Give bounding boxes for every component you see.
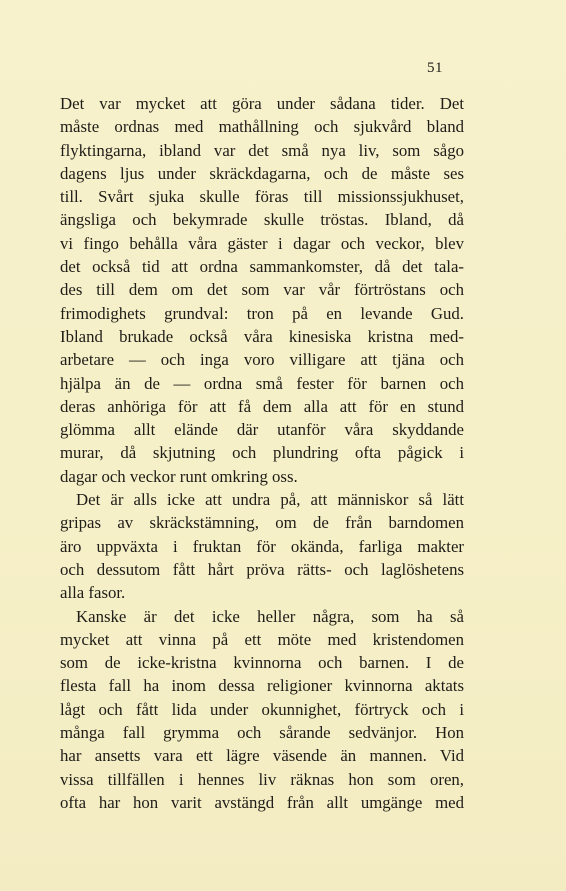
text-line: glömma allt elände där utanför våra skyddande bbox=[60, 420, 464, 440]
text-line: till. Svårt sjuka skulle föras till missionssjukhuset, bbox=[60, 187, 464, 207]
text-line: som de icke-kristna kvinnorna och barnen. I de bbox=[60, 653, 464, 673]
text-line: det också tid att ordna sammankomster, då det tala- bbox=[60, 257, 464, 277]
text-line: och dessutom fått hårt pröva rätts- och laglöshetens bbox=[60, 559, 464, 579]
text-line: vi fingo behålla våra gäster i dagar och veckor, blev bbox=[60, 233, 464, 253]
text-line: Ibland brukade också våra kinesiska kristna med- bbox=[60, 326, 464, 346]
text-line: många fall grymma och sårande sedvänjor. Hon bbox=[60, 723, 464, 743]
text-line: des till dem om det som var vår förtröstans och bbox=[60, 280, 464, 300]
text-line: gripas av skräckstämning, om de från barndomen bbox=[60, 513, 464, 533]
text-line: dagens ljus under skräckdagarna, och de måste ses bbox=[60, 163, 464, 183]
text-line: måste ordnas med mathållning och sjukvård bland bbox=[60, 117, 464, 137]
paragraph bbox=[60, 605, 464, 815]
text-line: ängsliga och bekymrade skulle tröstas. Ibland, då bbox=[60, 210, 464, 230]
text-line: hjälpa än de — ordna små fester för barnen och bbox=[60, 373, 464, 393]
text-line: mycket att vinna på ett möte med kristendomen bbox=[60, 629, 464, 649]
text-line: frimodighets grundval: tron på en levande Gud. bbox=[60, 303, 464, 323]
paragraph bbox=[60, 488, 464, 604]
text-line: dagar och veckor runt omkring oss. bbox=[60, 466, 298, 486]
text-line: alla fasor. bbox=[60, 583, 126, 603]
page-number: 51 bbox=[427, 60, 443, 76]
text-line: Det är alls icke att undra på, att människor så lätt bbox=[76, 490, 464, 510]
text-line: flyktingarna, ibland var det små nya liv, som sågo bbox=[60, 140, 464, 160]
text-line: äro uppväxta i fruktan för okända, farliga makter bbox=[60, 536, 464, 556]
text-line: vissa tillfällen i hennes liv räknas hon som oren, bbox=[60, 769, 464, 789]
text-line: deras anhöriga för att få dem alla att för en stund bbox=[60, 396, 464, 416]
text-line: Kanske är det icke heller några, som ha så bbox=[76, 606, 464, 626]
text-line: Det var mycket att göra under sådana tider. Det bbox=[60, 94, 464, 113]
text-line: har ansetts vara ett lägre väsende än mannen. Vid bbox=[60, 746, 464, 766]
body-text bbox=[60, 92, 464, 814]
paragraph bbox=[60, 92, 464, 488]
text-line: murar, då skjutning och plundring ofta pågick i bbox=[60, 443, 464, 463]
text-line: flesta fall ha inom dessa religioner kvinnorna aktats bbox=[60, 676, 464, 696]
text-line: ofta har hon varit avstängd från allt umgänge med bbox=[60, 792, 464, 812]
text-line: arbetare — och inga voro villigare att tjäna och bbox=[60, 350, 464, 370]
text-line: lågt och fått lida under okunnighet, förtryck och i bbox=[60, 699, 464, 719]
